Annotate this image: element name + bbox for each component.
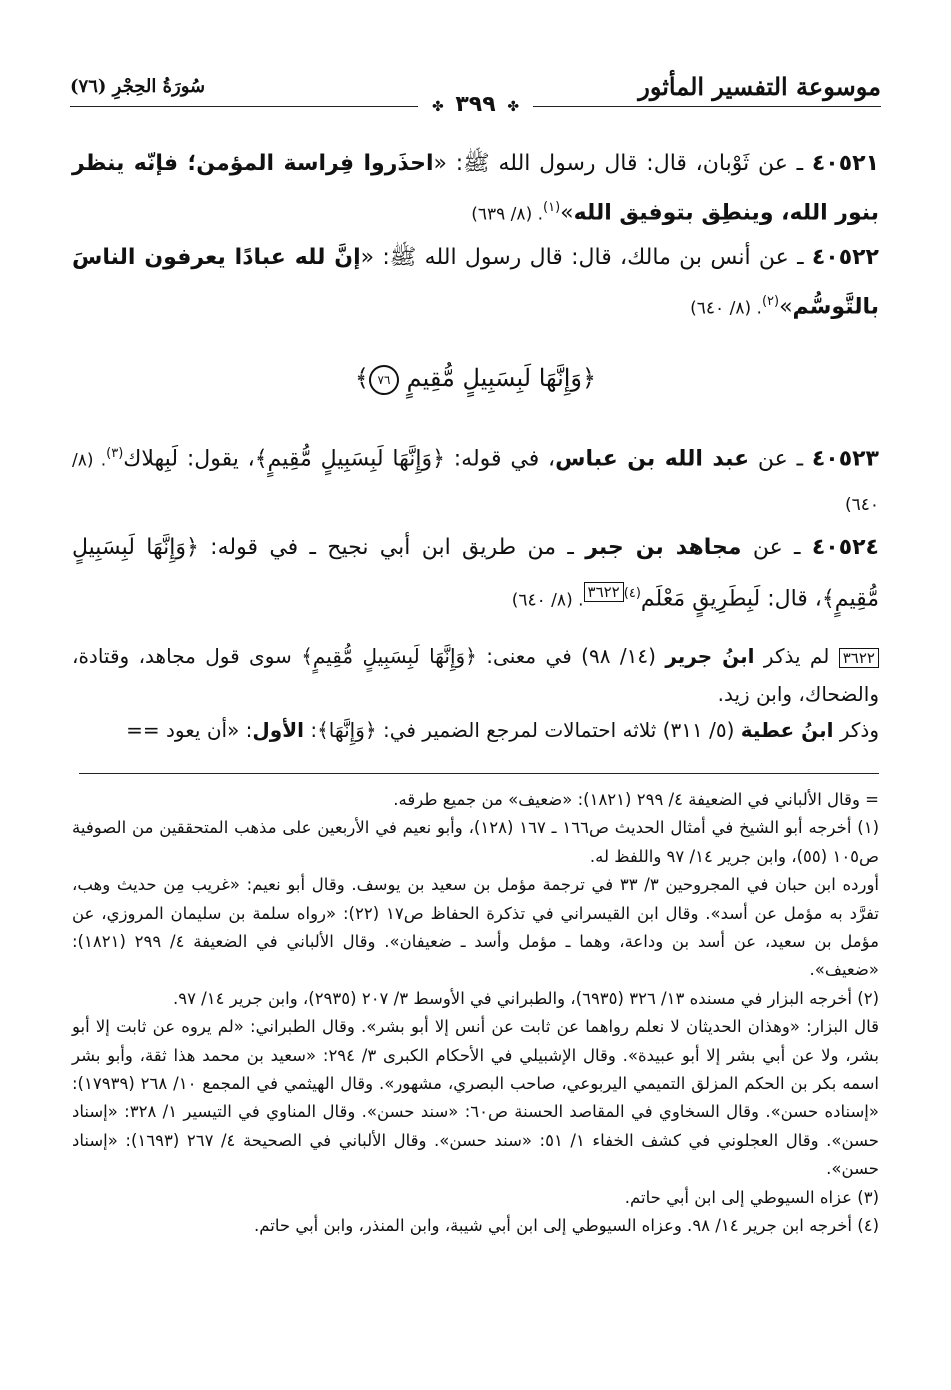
- volume-reference: . (٨/ ٦٤٠): [72, 450, 879, 516]
- footnote-1: (١) أخرجه أبو الشيخ في أمثال الحديث ص١٦٦ ـ ١٦٧ (١٢٨)، وأبو نعيم في الأربعين على مذهب المتحققين من الصوفية ص١٠٥ (٥٥)، وابن جرير ١٤/ ٩٧ واللفظ له.: [72, 818, 879, 866]
- volume-reference: . (٨/ ٦٣٩): [471, 204, 544, 225]
- hadith-quote-close: »: [779, 294, 793, 320]
- hadith-intro: ـ عن: [741, 535, 812, 560]
- volume-reference: . (٨/ ٦٤٠): [690, 298, 762, 319]
- hadith-number: ٤٠٥٢٤: [811, 535, 879, 560]
- page-number-box: [418, 92, 533, 117]
- ayah-number-circle: ٧٦: [369, 365, 399, 395]
- page-number-row: [0, 92, 951, 118]
- footnote-2: (٢) أخرجه البزار في مسنده ١٣/ ٣٢٦ (٦٩٣٥)، والطبراني في الأوسط ٣/ ٢٠٧ (٢٩٣٥)، وابن جرير ١٤/ ٩٧.: [172, 988, 879, 1008]
- narrator-name: مجاهد بن جبر: [585, 535, 742, 560]
- footnote-2-note: قال البزار: «وهذان الحديثان لا نعلم رواهما عن ثابت عن أنس إلا أبو بشر». وقال الطبراني: «لم يروه عن ثابت إلا أبو بشر، ولا عن أبي بشر إلا أبو عبيدة». وقال الإشبيلي في الأحكام الكبرى ٣/ ٢٩٤: «سعيد بن محمد هذا ثقة، وأبو بشر اسمه بكر بن الحكم المزلق التميمي اليربوعي، صاحب البصري، مشهور». وقال الهيثمي في المجمع ١٠/ ٢٦٨ (١٧٩٣٩): «إسناده حسن». وقال السخاوي في المقاصد الحسنة ص٦٠: «سند حسن». وقال المناوي في التيسير ١/ ٣٢٨: «إسناد حسن». وقال العجلوني في كشف الخفاء ١/ ٥١: «سند حسن». وقال الألباني في الصحيحة ٤/ ٢٦٧ (١٦٩٣): «إسناد حسن».: [72, 1017, 879, 1179]
- commentary-text: لم يذكر: [754, 644, 839, 668]
- hadith-quote: احذَروا فِراسة المؤمن؛ فإنّه ينظر بنور الله، وينطِق بتوفيق الله: [72, 151, 879, 226]
- footnote-marker: (١): [543, 200, 561, 215]
- hadith-intro: ـ عن: [749, 446, 812, 472]
- hadith-intro: ـ عن أنس بن مالك، قال: قال رسول الله ﷺ: «: [360, 245, 812, 270]
- page-number: ٣٩٩: [455, 92, 496, 117]
- commentary-block: [72, 638, 879, 748]
- footnote-1-note: أورده ابن حبان في المجروحين ٣/ ٣٣ في ترجمة مؤمل بن سعيد بن يوسف. وقال أبو نعيم: «غريب مِن حديث وهب، تفرَّد به مؤمل عن أسد». وقال ابن القيسراني في تذكرة الحفاظ ص١٧ (٢٢): «رواه سلمة بن سليمان المروزي، عن مؤمل بن سعيد، عن أسد بن وداعة، وهما ـ مؤمل وأسد ـ ضعيفان». وقال الألباني في الضعيفة ٤/ ٢٩٩ (١٨٢١): «ضعيف».: [72, 875, 879, 980]
- commentary-text: وذكر: [833, 718, 879, 742]
- hadith-intro: ـ عن ثَوْبان، قال: قال رسول الله ﷺ: «: [433, 151, 812, 176]
- commentary-text: : «أن يعود ==: [126, 718, 253, 742]
- ayah-heading: [0, 364, 951, 395]
- ayah-text: ﴿وَإِنَّهَا لَبِسَبِيلٍ مُّقِيمٍ: [406, 364, 597, 392]
- footnote-3: (٣) عزاه السيوطي إلى ابن أبي حاتم.: [624, 1187, 879, 1207]
- ornament-icon: ✤: [507, 99, 520, 115]
- hadith-quote-close: »: [560, 200, 574, 226]
- hadith-40524: [72, 526, 879, 622]
- ayah-close-bracket: ﴾: [354, 364, 369, 392]
- hadith-40523: [72, 432, 879, 527]
- commentary-paragraph-1: [72, 638, 879, 712]
- hadith-number: ٤٠٥٢١: [811, 151, 879, 176]
- hadith-40522: [72, 236, 879, 330]
- ornament-icon: ✤: [431, 99, 444, 115]
- surah-title: سُورَةُ الحِجْرِ (٧٦): [70, 76, 206, 97]
- footnote-4: (٤) أخرجه ابن جرير ١٤/ ٩٨. وعزاه السيوطي إلى ابن أبي شيبة، وابن المنذر، وابن أبي حاتم.: [254, 1216, 879, 1236]
- hadith-40521: [72, 142, 879, 236]
- footnote-continuation: = وقال الألباني في الضعيفة ٤/ ٢٩٩ (١٨٢١): «ضعيف» من جميع طرقه.: [393, 790, 879, 809]
- hadith-number: ٤٠٥٢٣: [811, 446, 879, 472]
- footnotes: [72, 786, 879, 1241]
- scholar-name: ابنُ جرير: [665, 644, 755, 668]
- footnote-marker: (٣): [106, 446, 124, 461]
- commentary-paragraph-2: [72, 712, 879, 748]
- hadith-text: ، في قوله: ﴿وَإِنَّهَا لَبِسَبِيلٍ مُّقِيمٍ﴾، يقول: لَبِهلاك: [123, 446, 556, 472]
- volume-reference: . (٨/ ٦٤٠): [511, 590, 584, 611]
- commentary-text: (١٤/ ٩٨) في معنى: ﴿وَإِنَّهَا لَبِسَبِيلٍ مُّقِيمٍ﴾ سوى قول مجاهد، وقتادة، والضحاك، وابن زيد.: [72, 644, 879, 706]
- narrator-name: عبد الله بن عباس: [555, 446, 750, 472]
- footnote-marker: (٤): [623, 586, 641, 601]
- footnote-divider: [79, 773, 879, 774]
- book-title: موسوعة التفسير المأثور: [638, 72, 881, 101]
- hadith-text: ـ من طريق ابن أبي نجيح ـ في قوله: ﴿وَإِنَّهَا لَبِسَبِيلٍ مُّقِيمٍ﴾، قال: لَبِطَرِيقٍ مَعْلَم: [72, 535, 879, 612]
- commentary-text: (٥/ ٣١١) ثلاثه احتمالات لمرجع الضمير في: ﴿وَإِنَّهَا﴾:: [303, 718, 741, 742]
- commentary-box-marker: ٣٦٢٢: [584, 582, 624, 602]
- commentary-bold-term: الأول: [252, 718, 304, 742]
- commentary-number-box: ٣٦٢٢: [839, 648, 879, 668]
- scholar-name: ابنُ عطية: [740, 718, 834, 742]
- hadith-number: ٤٠٥٢٢: [811, 245, 879, 270]
- footnote-marker: (٢): [761, 294, 780, 309]
- hadith-quote: إنَّ لله عبادًا يعرفون الناسَ بالتَّوسُّم: [72, 245, 879, 320]
